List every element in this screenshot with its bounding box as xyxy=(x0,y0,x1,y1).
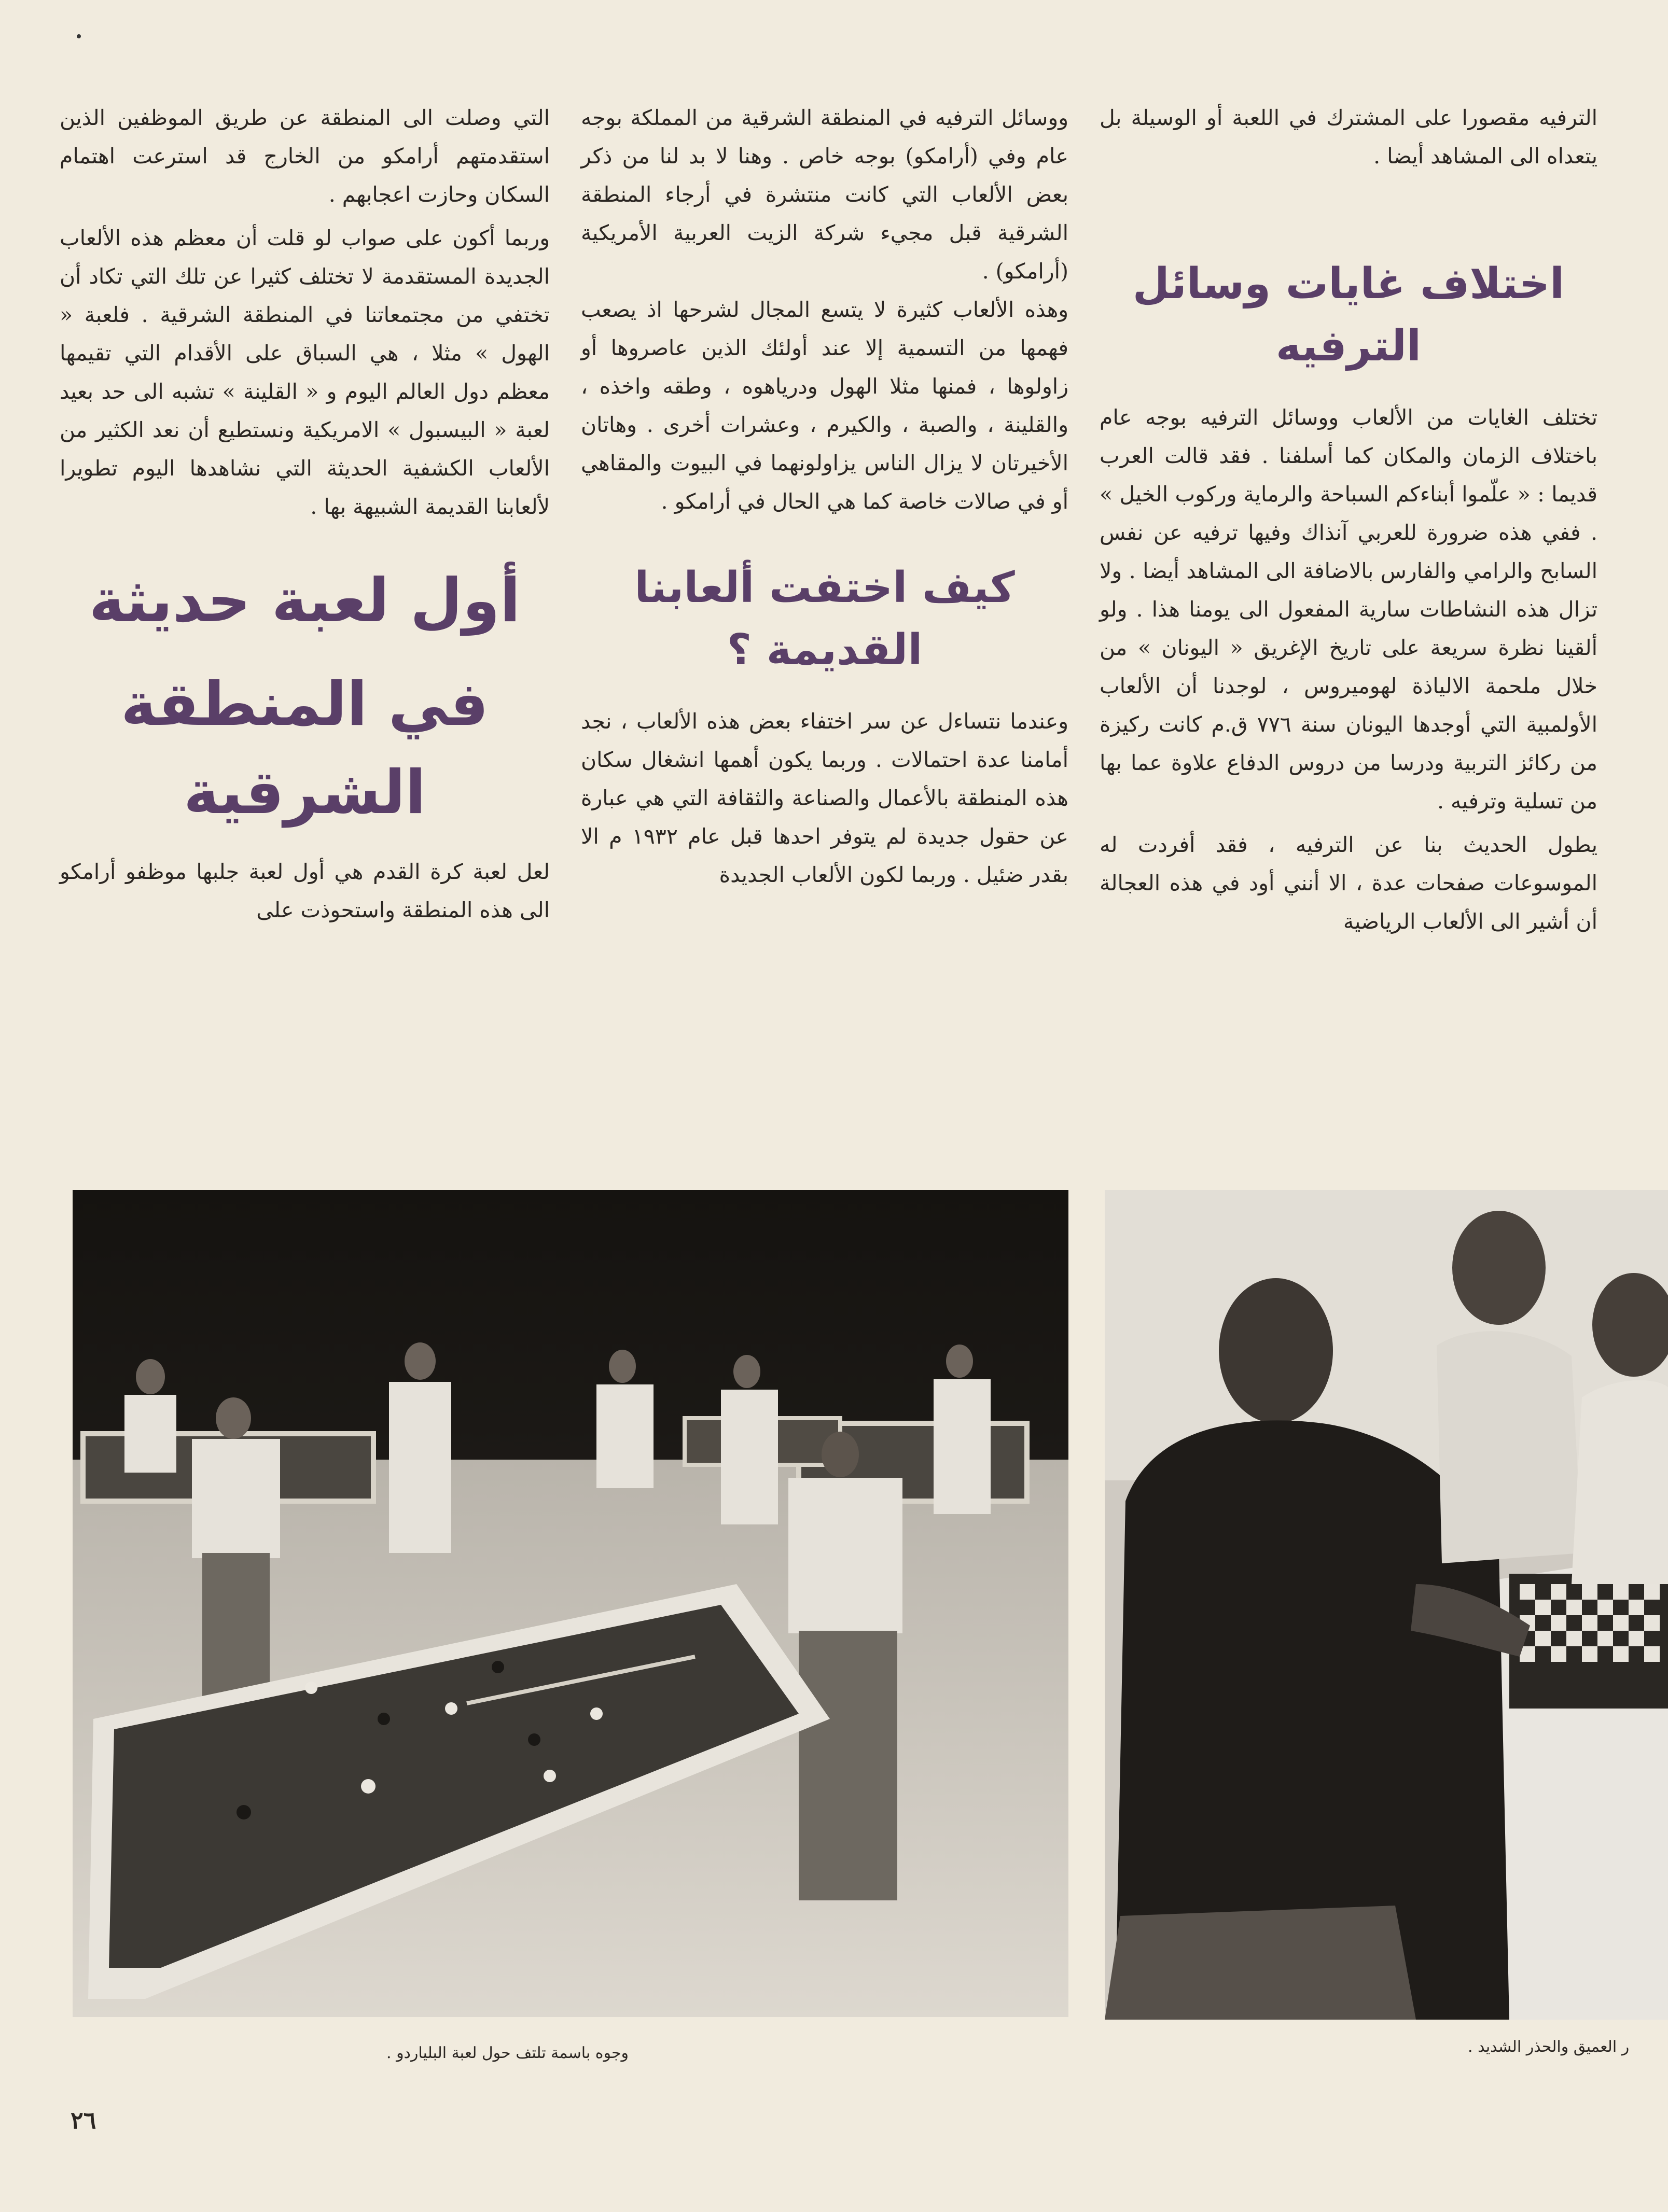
section-heading-disappearance: كيف اختفت ألعابنا القديمة ؟ xyxy=(634,563,1015,675)
middle-col-para-2: وهذه الألعاب كثيرة لا يتسع المجال لشرحها اذ يصعب فهمها من التسمية إلا عند أولئك الذين عاصروها أو زاولوها ، فمنها مثلا الهول ودرياهوه ، وطقه واخذه ، والقلينة ، والصبة ، والكيرم ، وعشرات أخرى . وهاتان الأخيرتان لا يزال الناس يزاولونهما في البيوت والمقاهي أو في صالات خاصة كما هي الحال في أرامكو . xyxy=(581,297,1068,514)
billiards-photo-caption: وجوه باسمة تلتف حول لعبة البلياردو . xyxy=(386,2044,629,2062)
chess-photo-caption: ر العميق والحذر الشديد . xyxy=(1468,2038,1630,2056)
middle-col-para-1: ووسائل الترفيه في المنطقة الشرقية من المملكة بوجه عام وفي (أرامكو) بوجه خاص . وهنا لا بد لنا من ذكر بعض الألعاب التي كانت منتشرة في أرجاء المنطقة الشرقية قبل مجيء شركة الزيت العربية الأمريكية (أرامكو) . xyxy=(581,105,1068,284)
right-col-para-1: الترفيه مقصورا على المشترك في اللعبة أو الوسيلة بل يتعداه الى المشاهد أيضا . xyxy=(1100,105,1597,169)
right-col-para-3: يطول الحديث بنا عن الترفيه ، فقد أفردت له الموسوعات صفحات عدة ، الا أنني أود في هذه العجالة أن أشير الى الألعاب الرياضية xyxy=(1100,832,1597,934)
left-column xyxy=(60,99,550,929)
chess-scene-illustration xyxy=(1105,1190,1668,2020)
chess-photo xyxy=(1105,1190,1668,2020)
left-col-para-3: لعل لعبة كرة القدم هي أول لعبة جلبها موظفو أرامكو الى هذه المنطقة واستحوذت على xyxy=(60,859,550,922)
section-heading-differences: اختلاف غايات وسائل الترفيه xyxy=(1132,259,1565,371)
section-heading-first-game-line1: أول لعبة حديثة xyxy=(89,566,521,636)
left-col-para-1: التي وصلت الى المنطقة عن طريق الموظفين الذين استقدمتهم أرامكو من الخارج قد استرعت اهتمام السكان وحازت اعجابهم . xyxy=(60,105,550,207)
right-col-para-2: تختلف الغايات من الألعاب ووسائل الترفيه بوجه عام باختلاف الزمان والمكان كما أسلفنا . فقد قالت العرب قديما : « علّموا أبناءكم السباحة والرماية وركوب الخيل » . ففي هذه ضرورة للعربي آنذاك وفيها ترفيه عن نفس السابح والرامي والفارس بالاضافة الى المشاهد أيضا . ولا تزال هذه النشاطات سارية المفعول الى يومنا هذا . ولو ألقينا نظرة سريعة على تاريخ الإغريق « اليونان » من خلال ملحمة الالياذة لهوميروس ، لوجدنا أن الألعاب الأولمبية التي أوجدها اليونان سنة ٧٧٦ ق.م كانت ركيزة من ركائز التربية ودرسا من دروس الدفاع علاوة عما بها من تسلية وترفيه . xyxy=(1100,405,1597,814)
billiards-photo xyxy=(73,1190,1068,2017)
left-col-para-2: وربما أكون على صواب لو قلت أن معظم هذه الألعاب الجديدة المستقدمة لا تختلف كثيرا عن تلك التي تكاد أن تختفي من مجتمعاتنا في المنطقة الشرقية . فلعبة « الهول » مثلا ، هي السباق على الأقدام التي تقيمها معظم دول العالم اليوم و « القلينة » تشبه الى حد بعيد لعبة « البيسبول » الامريكية ونستطيع أن نعد الكثير من الألعاب الكشفية الحديثة التي نشاهدها اليوم تطويرا لألعابنا القديمة الشبيهة بها . xyxy=(60,226,550,519)
right-column xyxy=(1100,99,1597,941)
chessboard-illustration xyxy=(1509,1574,1668,1709)
section-heading-first-game-line2: في المنطقة الشرقية xyxy=(121,669,489,828)
middle-column xyxy=(581,99,1068,894)
printing-speck xyxy=(77,34,81,38)
middle-col-para-3: وعندما نتساءل عن سر اختفاء بعض هذه الألعاب ، نجد أمامنا عدة احتمالات . وربما يكون أهمها انشغال سكان هذه المنطقة بالأعمال والصناعة والثقافة التي هي عبارة عن حقول جديدة لم يتوفر احدها قبل عام ١٩٣٢ م الا بقدر ضئيل . وربما لكون الألعاب الجديدة xyxy=(581,709,1068,887)
page-number: ٢٦ xyxy=(71,2106,96,2134)
billiards-scene-illustration xyxy=(73,1190,1068,2017)
